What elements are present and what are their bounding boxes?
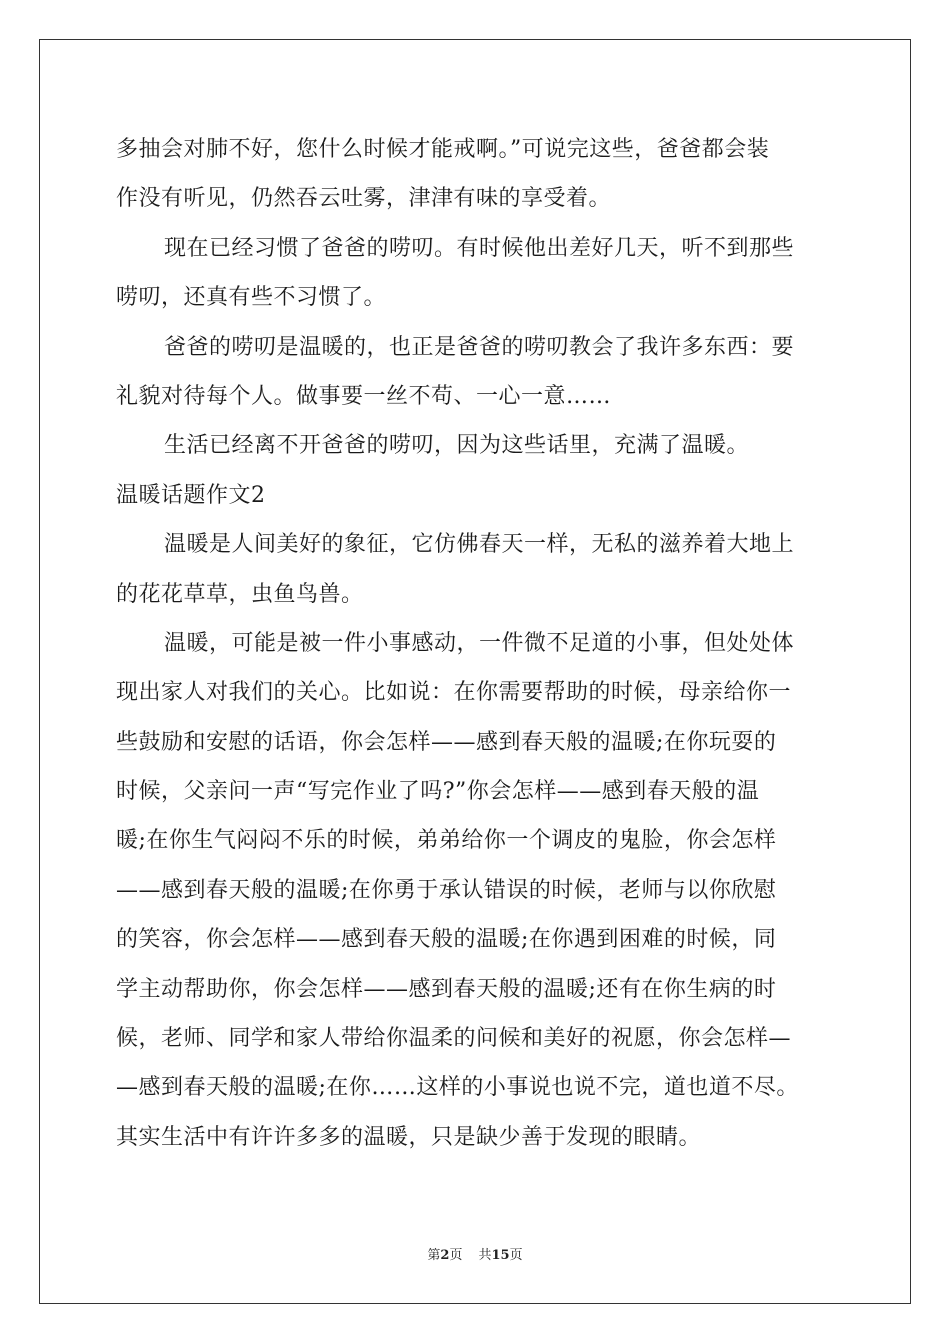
text-line: 温暖是人间美好的象征，它仿佛春天一样，无私的滋养着大地上 [164,532,795,558]
total-suffix: 页 [509,1248,523,1263]
text-line: 学主动帮助你，你会怎样——感到春天般的温暖;还有在你生病的时 [116,976,777,1002]
document-body [116,125,836,1162]
page-number: 2 [440,1248,450,1263]
text-line: 爸爸的唠叨是温暖的，也正是爸爸的唠叨教会了我许多东西：要 [164,334,795,360]
total-prefix: 共 [478,1248,492,1263]
text-line: 温暖，可能是被一件小事感动，一件微不足道的小事，但处处体 [164,630,795,656]
text-line: 其实生活中有许许多多的温暖，只是缺少善于发现的眼睛。 [116,1124,702,1150]
page-suffix: 页 [449,1248,463,1263]
section-heading: 温暖话题作文2 [116,482,266,508]
text-line: 现在已经习惯了爸爸的唠叨。有时候他出差好几天，听不到那些 [164,235,795,261]
total-pages: 15 [491,1248,510,1263]
text-line: 作没有听见，仍然吞云吐雾，津津有味的享受着。 [116,186,612,212]
text-line: 些鼓励和安慰的话语，你会怎样——感到春天般的温暖;在你玩耍的 [116,729,777,755]
page-prefix: 第 [427,1248,441,1263]
text-line: 现出家人对我们的关心。比如说：在你需要帮助的时候，母亲给你一 [116,680,792,706]
text-line: 候，老师、同学和家人带给你温柔的问候和美好的祝愿，你会怎样— [116,1026,792,1052]
text-line: ——感到春天般的温暖;在你勇于承认错误的时候，老师与以你欣慰 [116,877,777,903]
text-line: 唠叨，还真有些不习惯了。 [116,285,387,311]
text-line: 时候，父亲问一声“写完作业了吗?”你会怎样——感到春天般的温 [116,779,760,805]
text-line: 生活已经离不开爸爸的唠叨，因为这些话里，充满了温暖。 [164,433,750,459]
text-line: 礼貌对待每个人。做事要一丝不苟、一心一意…… [116,383,612,409]
text-line: 的笑容，你会怎样——感到春天般的温暖;在你遇到困难的时候，同 [116,927,777,953]
page-footer [0,1246,950,1266]
text-line: 多抽会对肺不好，您什么时候才能戒啊。”可说完这些，爸爸都会装 [116,137,770,162]
text-line: —感到春天般的温暖;在你……这样的小事说也说不完，道也道不尽。 [116,1075,799,1101]
text-line: 暖;在你生气闷闷不乐的时候，弟弟给你一个调皮的鬼脸，你会怎样 [116,828,777,854]
text-line: 的花花草草，虫鱼鸟兽。 [116,581,364,607]
